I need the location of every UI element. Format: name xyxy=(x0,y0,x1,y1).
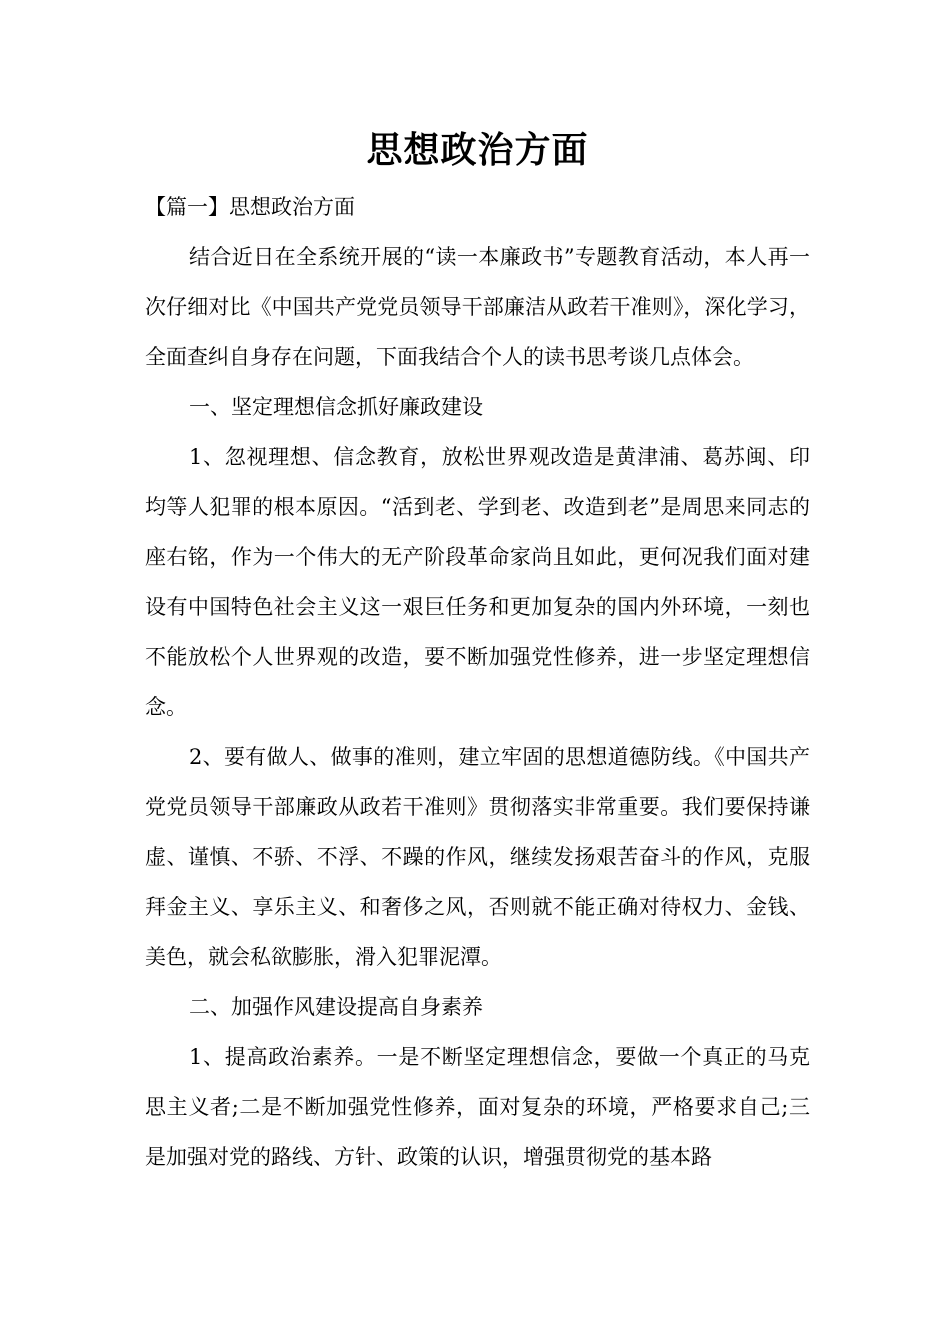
paragraph-point-1-1: 1、忽视理想、信念教育，放松世界观改造是黄津浦、葛苏闽、印均等人犯罪的根本原因。“活到老、学到老、改造到老”是周思来同志的座右铭，作为一个伟大的无产阶段革命家尚且如此，更何况我们面对建设有中国特色社会主义这一艰巨任务和更加复杂的国内外环境，一刻也不能放松个人世界观的改造，要不断加强党性修养，进一步坚定理想信念。 xyxy=(145,445,810,719)
document-body xyxy=(145,182,810,1182)
heading-section-two: 二、加强作风建设提高自身素养 xyxy=(189,995,483,1019)
heading-section-one: 一、坚定理想信念抓好廉政建设 xyxy=(189,395,483,419)
paragraph-point-1-2: 2、要有做人、做事的准则，建立牢固的思想道德防线。《中国共产党党员领导干部廉政从政若干准则》贯彻落实非常重要。我们要保持谦虚、谨慎、不骄、不浮、不躁的作风，继续发扬艰苦奋斗的作风，克服拜金主义、享乐主义、和奢侈之风，否则就不能正确对待权力、金钱、美色，就会私欲膨胀，滑入犯罪泥潭。 xyxy=(145,745,810,969)
paragraph-point-2-1: 1、提高政治素养。一是不断坚定理想信念，要做一个真正的马克思主义者;二是不断加强党性修养，面对复杂的环境，严格要求自己;三是加强对党的路线、方针、政策的认识，增强贯彻党的基本路 xyxy=(145,1045,810,1169)
paragraph-intro: 结合近日在全系统开展的“读一本廉政书”专题教育活动，本人再一次仔细对比《中国共产党党员领导干部廉洁从政若干准则》，深化学习，全面查纠自身存在问题，下面我结合个人的读书思考谈几点体会。 xyxy=(145,245,810,369)
document-page xyxy=(145,120,810,1182)
section-label: 【篇一】思想政治方面 xyxy=(145,195,355,219)
document-title: 思想政治方面 xyxy=(366,130,589,171)
